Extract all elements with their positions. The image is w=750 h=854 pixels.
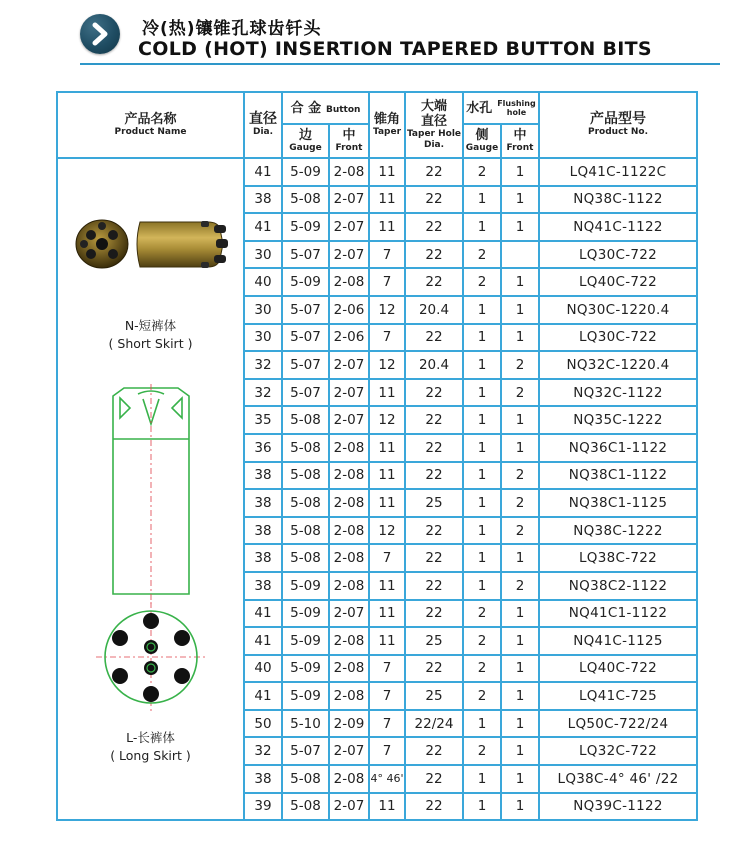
cell-dia: 32 <box>244 737 282 765</box>
cell-hole: 22 <box>405 268 463 296</box>
cell-hole: 22 <box>405 186 463 214</box>
cell-dia: 32 <box>244 379 282 407</box>
cell-product-no: LQ38C-722 <box>539 544 697 572</box>
cell-gauge: 5-09 <box>282 213 329 241</box>
cell-fl-gauge: 2 <box>463 737 501 765</box>
cell-taper: 7 <box>369 710 405 738</box>
cell-front: 2-07 <box>329 213 369 241</box>
cell-front: 2-09 <box>329 710 369 738</box>
cell-fl-gauge: 1 <box>463 213 501 241</box>
cell-taper: 12 <box>369 351 405 379</box>
col-flushing-front: 中 Front <box>501 124 539 158</box>
cell-gauge: 5-07 <box>282 351 329 379</box>
cell-product-no: LQ30C-722 <box>539 324 697 352</box>
cell-fl-gauge: 1 <box>463 351 501 379</box>
cell-product-no: LQ30C-722 <box>539 241 697 269</box>
cell-dia: 38 <box>244 462 282 490</box>
cell-taper: 4° 46' <box>369 765 405 793</box>
cell-product-no: NQ38C1-1125 <box>539 489 697 517</box>
col-flushing-gauge: 侧 Gauge <box>463 124 501 158</box>
product-illustrations <box>58 159 243 819</box>
cell-front: 2-08 <box>329 765 369 793</box>
cell-gauge: 5-07 <box>282 737 329 765</box>
cell-taper: 7 <box>369 682 405 710</box>
cell-taper: 11 <box>369 627 405 655</box>
cell-product-no: NQ41C-1122 <box>539 213 697 241</box>
col-flushing-hole: 水孔 Flushing hole <box>463 92 539 124</box>
cell-fl-front <box>501 241 539 269</box>
cell-gauge: 5-09 <box>282 627 329 655</box>
cell-hole: 25 <box>405 489 463 517</box>
cell-product-no: NQ32C-1122 <box>539 379 697 407</box>
table-row <box>57 158 697 186</box>
cell-hole: 22 <box>405 572 463 600</box>
cell-hole: 22 <box>405 379 463 407</box>
cell-product-no: NQ38C2-1122 <box>539 572 697 600</box>
cell-fl-gauge: 1 <box>463 296 501 324</box>
cell-fl-front: 1 <box>501 682 539 710</box>
col-product-name: 产品名称 Product Name <box>57 92 244 158</box>
cell-front: 2-08 <box>329 544 369 572</box>
cell-fl-front: 1 <box>501 655 539 683</box>
col-taper-hole: 大端 直径 Taper Hole Dia. <box>405 92 463 158</box>
cell-gauge: 5-08 <box>282 544 329 572</box>
header-divider <box>80 63 720 65</box>
cell-fl-front: 2 <box>501 517 539 545</box>
short-skirt-bit-image <box>58 199 245 329</box>
cell-gauge: 5-09 <box>282 682 329 710</box>
cell-taper: 7 <box>369 324 405 352</box>
cell-gauge: 5-08 <box>282 489 329 517</box>
cell-product-no: LQ41C-725 <box>539 682 697 710</box>
cell-product-no: LQ40C-722 <box>539 268 697 296</box>
cell-hole: 22 <box>405 434 463 462</box>
cell-hole: 22 <box>405 765 463 793</box>
cell-hole: 22 <box>405 158 463 186</box>
cell-hole: 22 <box>405 462 463 490</box>
cell-taper: 11 <box>369 462 405 490</box>
cell-product-no: NQ38C-1222 <box>539 517 697 545</box>
cell-front: 2-06 <box>329 296 369 324</box>
cell-hole: 22 <box>405 600 463 628</box>
cell-taper: 11 <box>369 158 405 186</box>
cell-front: 2-07 <box>329 241 369 269</box>
cell-front: 2-08 <box>329 158 369 186</box>
cell-taper: 11 <box>369 572 405 600</box>
short-skirt-label-en: ( Short Skirt ) <box>108 336 193 351</box>
cell-gauge: 5-09 <box>282 655 329 683</box>
cell-hole: 22/24 <box>405 710 463 738</box>
cell-front: 2-08 <box>329 682 369 710</box>
cell-product-no: NQ41C-1125 <box>539 627 697 655</box>
cell-taper: 12 <box>369 517 405 545</box>
cell-front: 2-07 <box>329 379 369 407</box>
cell-dia: 50 <box>244 710 282 738</box>
cell-taper: 11 <box>369 379 405 407</box>
cell-taper: 11 <box>369 186 405 214</box>
cell-fl-front: 1 <box>501 213 539 241</box>
cell-gauge: 5-10 <box>282 710 329 738</box>
cell-front: 2-08 <box>329 268 369 296</box>
cell-fl-gauge: 2 <box>463 241 501 269</box>
cell-dia: 41 <box>244 213 282 241</box>
cell-taper: 12 <box>369 296 405 324</box>
cell-fl-gauge: 1 <box>463 406 501 434</box>
cell-front: 2-07 <box>329 351 369 379</box>
cell-gauge: 5-08 <box>282 406 329 434</box>
cell-dia: 41 <box>244 682 282 710</box>
col-button-front: 中 Front <box>329 124 369 158</box>
cell-gauge: 5-08 <box>282 793 329 821</box>
cell-hole: 22 <box>405 737 463 765</box>
cell-dia: 30 <box>244 296 282 324</box>
cell-hole: 20.4 <box>405 351 463 379</box>
cell-gauge: 5-09 <box>282 600 329 628</box>
chevron-right-icon <box>80 14 120 54</box>
cell-hole: 22 <box>405 793 463 821</box>
cell-dia: 39 <box>244 793 282 821</box>
cell-front: 2-07 <box>329 186 369 214</box>
cell-dia: 38 <box>244 765 282 793</box>
cell-product-no: LQ41C-1122C <box>539 158 697 186</box>
cell-hole: 22 <box>405 324 463 352</box>
cell-hole: 22 <box>405 213 463 241</box>
cell-fl-gauge: 2 <box>463 600 501 628</box>
cell-gauge: 5-07 <box>282 379 329 407</box>
cell-dia: 32 <box>244 351 282 379</box>
cell-fl-gauge: 1 <box>463 793 501 821</box>
col-product-no: 产品型号 Product No. <box>539 92 697 158</box>
cell-fl-gauge: 2 <box>463 268 501 296</box>
cell-product-no: LQ32C-722 <box>539 737 697 765</box>
cell-fl-front: 1 <box>501 434 539 462</box>
short-skirt-label-cn: N-短裤体 <box>124 318 177 333</box>
cell-fl-front: 1 <box>501 324 539 352</box>
cell-dia: 40 <box>244 655 282 683</box>
cell-front: 2-08 <box>329 517 369 545</box>
cell-front: 2-08 <box>329 434 369 462</box>
cell-taper: 11 <box>369 489 405 517</box>
cell-product-no: NQ36C1-1122 <box>539 434 697 462</box>
cell-fl-front: 1 <box>501 268 539 296</box>
cell-front: 2-08 <box>329 627 369 655</box>
cell-gauge: 5-07 <box>282 241 329 269</box>
cell-gauge: 5-08 <box>282 434 329 462</box>
cell-taper: 7 <box>369 268 405 296</box>
long-skirt-label-cn: L-长裤体 <box>126 730 175 745</box>
cell-fl-front: 2 <box>501 379 539 407</box>
long-skirt-label-en: ( Long Skirt ) <box>110 748 191 763</box>
cell-fl-front: 1 <box>501 296 539 324</box>
cell-fl-front: 1 <box>501 710 539 738</box>
long-skirt-bit-drawing <box>58 384 245 604</box>
cell-product-no: LQ50C-722/24 <box>539 710 697 738</box>
cell-dia: 35 <box>244 406 282 434</box>
button-bits-table <box>56 91 698 821</box>
page-title-cn: 冷(热)镶锥孔球齿钎头 <box>142 19 322 39</box>
cell-product-no: NQ32C-1220.4 <box>539 351 697 379</box>
cell-fl-front: 1 <box>501 765 539 793</box>
cell-dia: 38 <box>244 544 282 572</box>
cell-fl-gauge: 1 <box>463 765 501 793</box>
page-header <box>0 0 750 80</box>
cell-fl-gauge: 2 <box>463 682 501 710</box>
cell-hole: 20.4 <box>405 296 463 324</box>
cell-gauge: 5-08 <box>282 765 329 793</box>
cell-gauge: 5-07 <box>282 324 329 352</box>
cell-fl-front: 1 <box>501 406 539 434</box>
cell-fl-front: 2 <box>501 351 539 379</box>
cell-fl-gauge: 1 <box>463 462 501 490</box>
cell-fl-gauge: 1 <box>463 324 501 352</box>
cell-front: 2-06 <box>329 324 369 352</box>
cell-front: 2-07 <box>329 406 369 434</box>
cell-gauge: 5-09 <box>282 158 329 186</box>
cell-dia: 38 <box>244 572 282 600</box>
cell-hole: 22 <box>405 241 463 269</box>
cell-taper: 12 <box>369 406 405 434</box>
cell-dia: 41 <box>244 600 282 628</box>
cell-hole: 22 <box>405 406 463 434</box>
cell-fl-gauge: 1 <box>463 379 501 407</box>
cell-front: 2-08 <box>329 655 369 683</box>
cell-fl-front: 1 <box>501 600 539 628</box>
cell-dia: 40 <box>244 268 282 296</box>
cell-fl-front: 2 <box>501 572 539 600</box>
cell-fl-gauge: 1 <box>463 434 501 462</box>
cell-front: 2-07 <box>329 793 369 821</box>
col-dia: 直径 Dia. <box>244 92 282 158</box>
cell-front: 2-08 <box>329 572 369 600</box>
col-button: 合 金 Button <box>282 92 369 124</box>
cell-front: 2-07 <box>329 600 369 628</box>
cell-front: 2-07 <box>329 737 369 765</box>
cell-fl-gauge: 1 <box>463 517 501 545</box>
cell-gauge: 5-08 <box>282 186 329 214</box>
cell-fl-front: 1 <box>501 544 539 572</box>
cell-fl-front: 1 <box>501 627 539 655</box>
cell-hole: 25 <box>405 627 463 655</box>
cell-gauge: 5-08 <box>282 517 329 545</box>
cell-taper: 11 <box>369 434 405 462</box>
cell-fl-front: 1 <box>501 186 539 214</box>
cell-gauge: 5-07 <box>282 296 329 324</box>
cell-fl-front: 1 <box>501 793 539 821</box>
cell-product-no: NQ38C-1122 <box>539 186 697 214</box>
cell-hole: 22 <box>405 517 463 545</box>
cell-dia: 36 <box>244 434 282 462</box>
cell-fl-gauge: 1 <box>463 572 501 600</box>
cell-taper: 7 <box>369 655 405 683</box>
cell-taper: 11 <box>369 600 405 628</box>
cell-hole: 25 <box>405 682 463 710</box>
cell-taper: 11 <box>369 793 405 821</box>
cell-product-no: NQ41C1-1122 <box>539 600 697 628</box>
col-button-gauge: 边 Gauge <box>282 124 329 158</box>
cell-front: 2-08 <box>329 489 369 517</box>
cell-fl-gauge: 2 <box>463 158 501 186</box>
cell-fl-front: 2 <box>501 489 539 517</box>
cell-taper: 11 <box>369 213 405 241</box>
cell-product-no: NQ35C-1222 <box>539 406 697 434</box>
cell-fl-front: 1 <box>501 158 539 186</box>
cell-fl-gauge: 1 <box>463 544 501 572</box>
cell-dia: 41 <box>244 158 282 186</box>
cell-fl-gauge: 1 <box>463 710 501 738</box>
cell-dia: 38 <box>244 517 282 545</box>
cell-taper: 7 <box>369 737 405 765</box>
cell-fl-gauge: 1 <box>463 489 501 517</box>
cell-product-no: NQ38C1-1122 <box>539 462 697 490</box>
cell-fl-front: 2 <box>501 462 539 490</box>
cell-dia: 38 <box>244 489 282 517</box>
cell-gauge: 5-08 <box>282 462 329 490</box>
col-taper: 锥角 Taper <box>369 92 405 158</box>
cell-hole: 22 <box>405 544 463 572</box>
cell-product-no: NQ39C-1122 <box>539 793 697 821</box>
cell-fl-gauge: 1 <box>463 186 501 214</box>
cell-dia: 30 <box>244 324 282 352</box>
cell-dia: 38 <box>244 186 282 214</box>
cell-product-no: LQ40C-722 <box>539 655 697 683</box>
cell-dia: 30 <box>244 241 282 269</box>
cell-fl-gauge: 2 <box>463 627 501 655</box>
cell-taper: 7 <box>369 544 405 572</box>
cell-product-no: LQ38C-4° 46' /22 <box>539 765 697 793</box>
cell-taper: 7 <box>369 241 405 269</box>
long-skirt-face-drawing <box>58 602 245 712</box>
cell-product-no: NQ30C-1220.4 <box>539 296 697 324</box>
product-name-cell <box>57 158 244 820</box>
cell-gauge: 5-09 <box>282 572 329 600</box>
cell-gauge: 5-09 <box>282 268 329 296</box>
cell-fl-gauge: 2 <box>463 655 501 683</box>
cell-dia: 41 <box>244 627 282 655</box>
cell-fl-front: 1 <box>501 737 539 765</box>
cell-hole: 22 <box>405 655 463 683</box>
cell-front: 2-08 <box>329 462 369 490</box>
page-title-en: COLD (HOT) INSERTION TAPERED BUTTON BITS <box>138 38 652 60</box>
